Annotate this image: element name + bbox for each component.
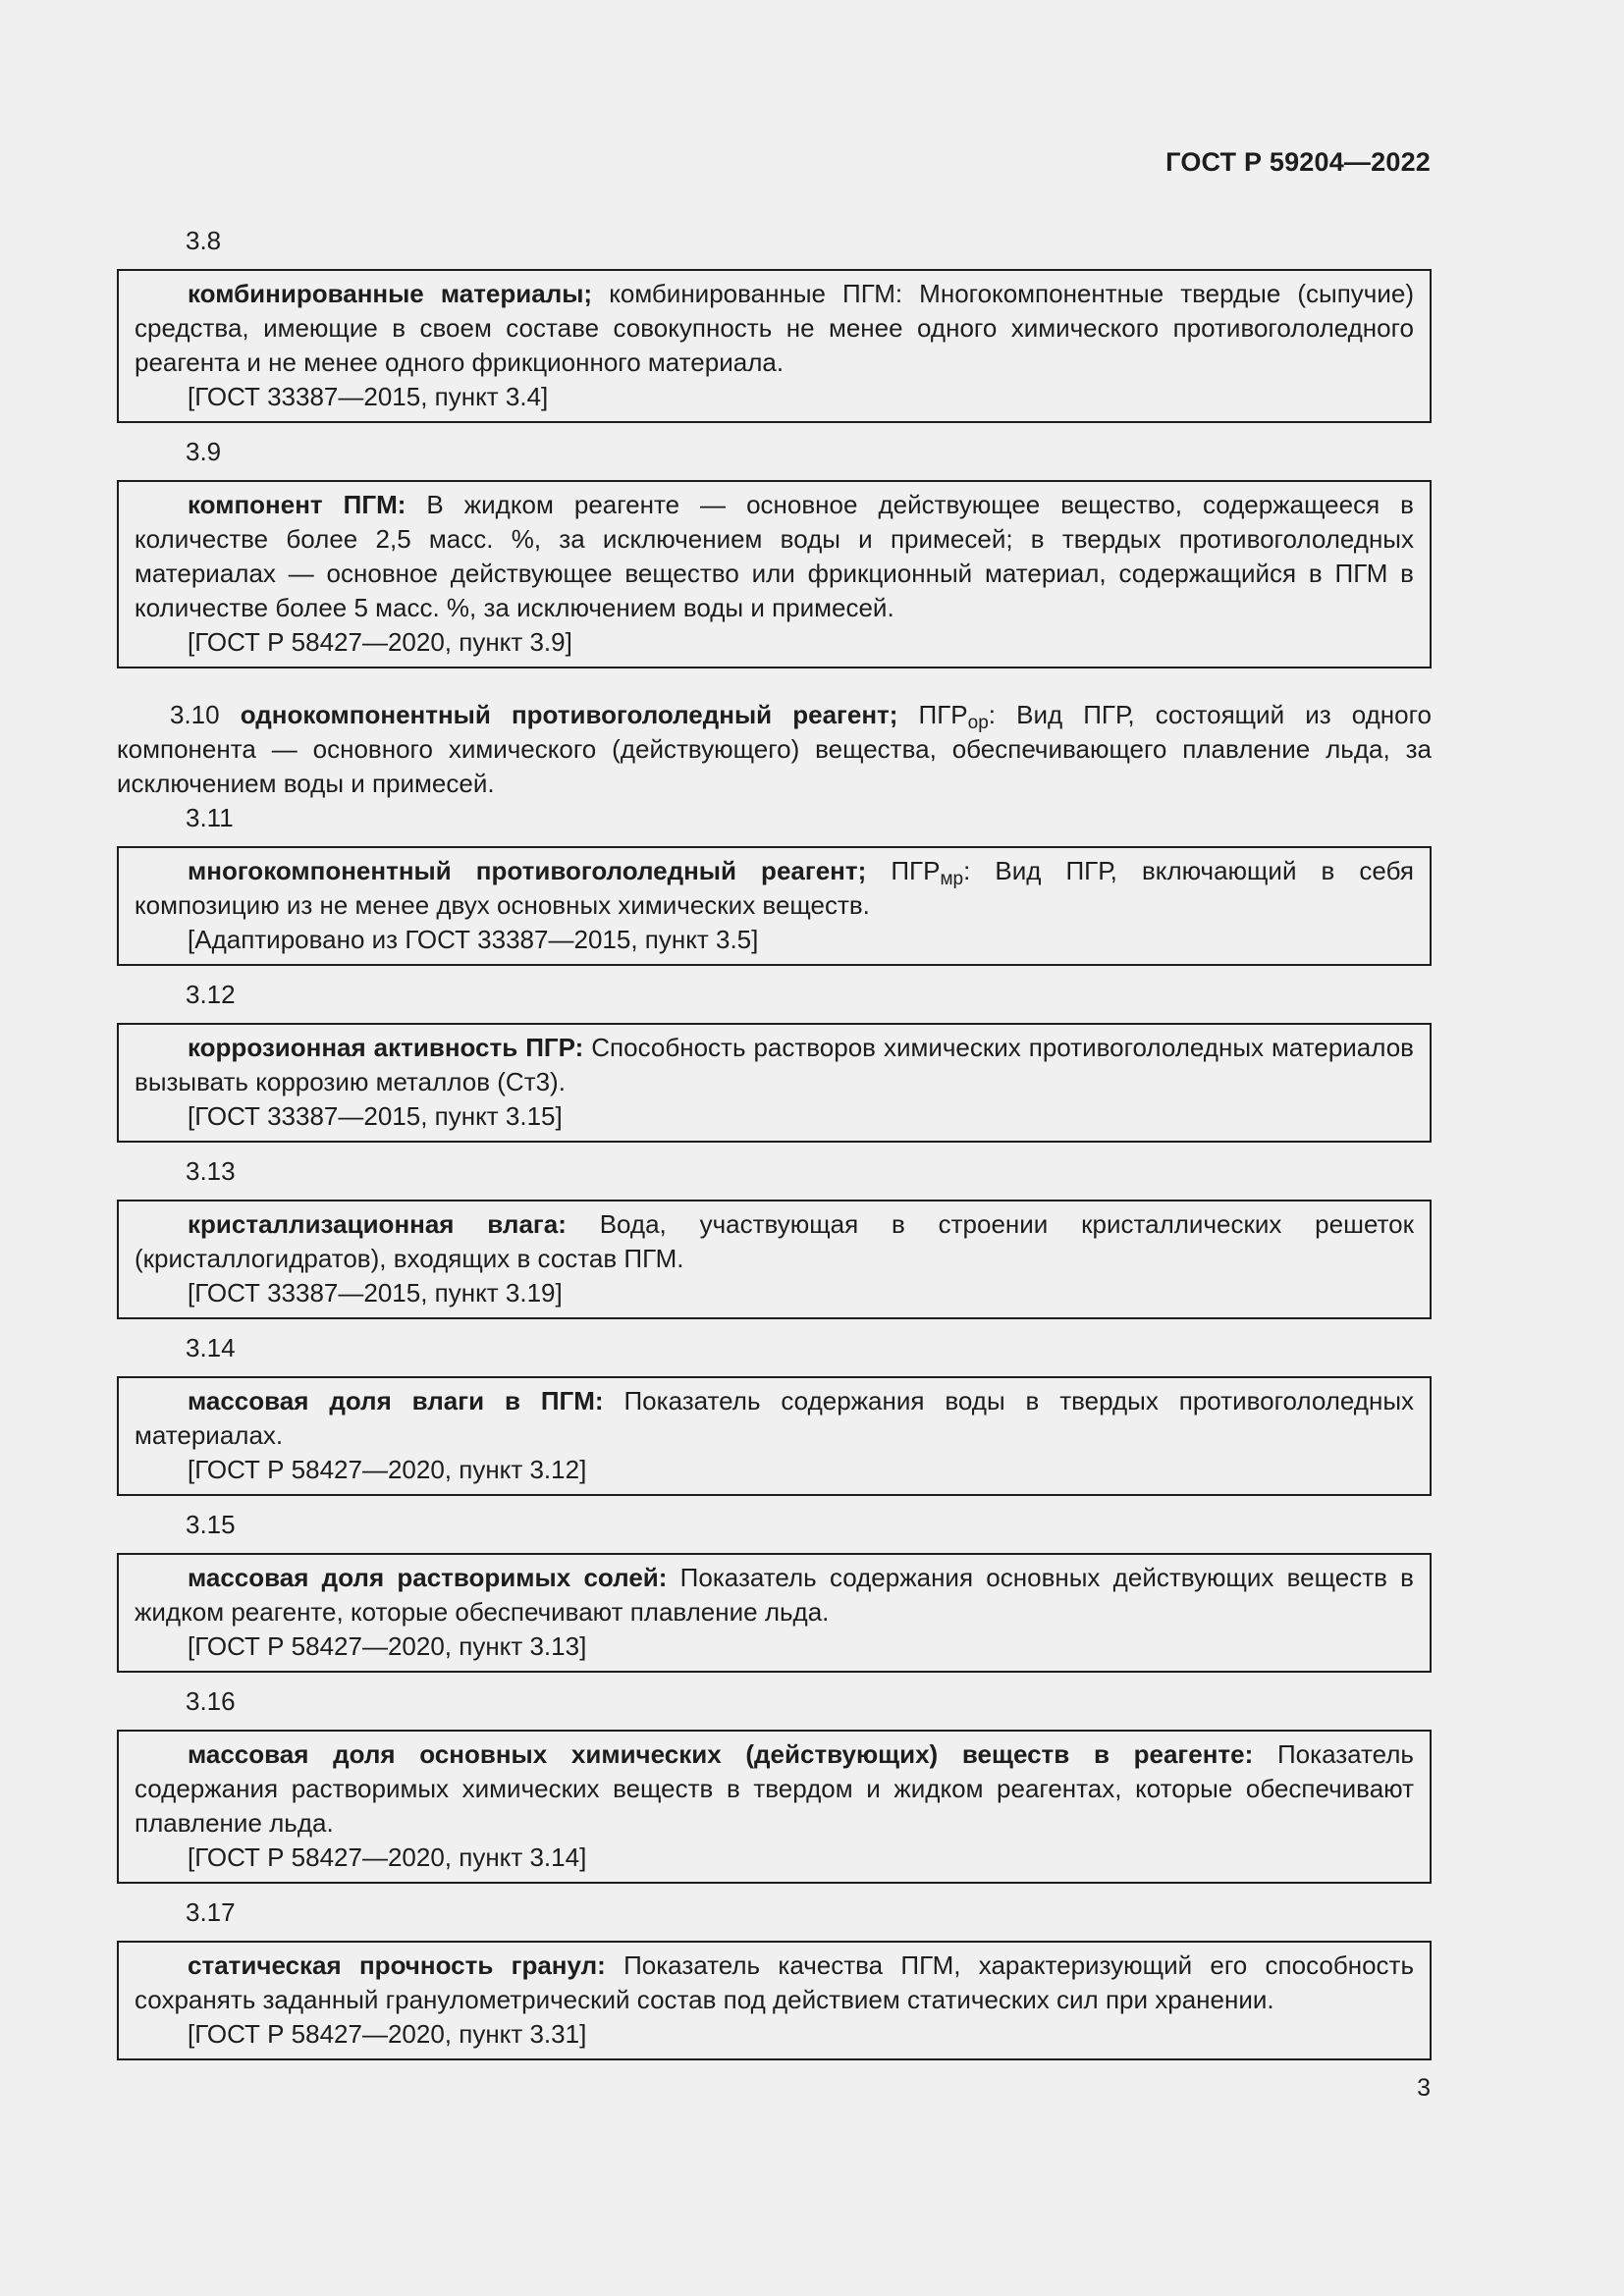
entry-number: 3.13 [186, 1156, 236, 1186]
abbreviation-subscript: ор [967, 713, 989, 733]
term-box [117, 1376, 1432, 1496]
definition-text: Вода, участвующая в строении кристаллических решеток (кристаллогидратов), входящих в состав ПГМ. [135, 1209, 1414, 1273]
definition [135, 277, 1414, 380]
document-body [117, 224, 1432, 2072]
reference: [ГОСТ 33387—2015, пункт 3.15] [188, 1101, 563, 1131]
term: массовая доля влаги в ПГМ: [188, 1386, 604, 1415]
abbreviation: ПГР [866, 856, 941, 885]
term-box [117, 1023, 1432, 1143]
term: массовая доля основных химических (действующих) веществ в реагенте: [188, 1739, 1254, 1769]
document-header: ГОСТ Р 59204—2022 [1165, 147, 1431, 177]
term-box [117, 1553, 1432, 1673]
abbreviation: ПГР [897, 700, 968, 729]
reference: [ГОСТ 33387—2015, пункт 3.19] [188, 1278, 563, 1308]
definition-text: комбинированные ПГМ: Многокомпонентные твердые (сыпучие) средства, имеющие в своем составе совокупность не менее одного химического противогололедного реагента и не менее одного фрикционного материала. [135, 279, 1414, 377]
term: однокомпонентный противогололедный реагент; [240, 700, 898, 729]
definition [135, 854, 1414, 923]
term: компонент ПГМ: [188, 490, 406, 519]
definition [135, 488, 1414, 625]
reference: [ГОСТ 33387—2015, пункт 3.4] [188, 382, 549, 411]
definition-text: : Вид ПГР, включающий в себя композицию из не менее двух основных химических веществ. [135, 856, 1414, 920]
definition-text: Показатель качества ПГМ, характеризующий его способность сохранять заданный гранулометрический состав под действием статических сил при хранении. [135, 1950, 1414, 2014]
definition [135, 1561, 1414, 1629]
reference: [ГОСТ Р 58427—2020, пункт 3.9] [188, 627, 572, 657]
entry-number: 3.17 [186, 1897, 236, 1927]
term: комбинированные материалы; [188, 279, 593, 308]
entry-number: 3.10 [170, 700, 220, 729]
entry-number: 3.16 [186, 1686, 236, 1716]
term-paragraph [117, 698, 1432, 801]
definition [135, 1384, 1414, 1453]
term-box [117, 1941, 1432, 2060]
term: статическая прочность гранул: [188, 1950, 606, 1980]
term-box [117, 846, 1432, 966]
definition-text: В жидком реагенте — основное действующее вещество, содержащееся в количестве более 2,5 масс. %, за исключением воды и примесей; в твердых противогололедных материалах — основное действующее вещество или фрикционный материал, содержащийся в ПГМ в количестве более 5 масс. %, за исключением воды и примесей. [135, 490, 1414, 622]
definition-text: : Вид ПГР, состоящий из одного компонента — основного химического (действующего) вещества, обеспечивающего плавление льда, за исключением воды и примесей. [117, 700, 1432, 798]
entry-number: 3.9 [186, 437, 222, 466]
term: массовая доля растворимых солей: [188, 1563, 668, 1592]
reference: [ГОСТ Р 58427—2020, пункт 3.31] [188, 2019, 587, 2049]
page-number: 3 [1417, 2074, 1431, 2102]
term-box [117, 1200, 1432, 1319]
entry-number: 3.11 [186, 803, 234, 832]
entry-number: 3.14 [186, 1333, 236, 1362]
entry-number: 3.15 [186, 1510, 236, 1539]
definition-text: Показатель содержания воды в твердых противогололедных материалах. [135, 1386, 1415, 1450]
entry-number: 3.12 [186, 980, 236, 1009]
definition-text: Показатель содержания растворимых химических веществ в твердом и жидком реагентах, которые обеспечивают плавление льда. [135, 1739, 1414, 1838]
term-box [117, 269, 1432, 423]
term: коррозионная активность ПГР: [188, 1033, 584, 1062]
term: многокомпонентный противогололедный реагент; [188, 856, 867, 885]
reference: [ГОСТ Р 58427—2020, пункт 3.13] [188, 1631, 587, 1661]
reference: [Адаптировано из ГОСТ 33387—2015, пункт 3.5] [188, 925, 759, 954]
term-box [117, 480, 1432, 668]
definition [117, 698, 1432, 801]
reference: [ГОСТ Р 58427—2020, пункт 3.14] [188, 1842, 587, 1872]
definition [135, 1949, 1414, 2017]
reference: [ГОСТ Р 58427—2020, пункт 3.12] [188, 1455, 587, 1484]
definition-text: Показатель содержания основных действующих веществ в жидком реагенте, которые обеспечивают плавление льда. [135, 1563, 1414, 1627]
term: кристаллизационная влага: [188, 1209, 567, 1239]
entry-number: 3.8 [186, 226, 222, 255]
definition [135, 1207, 1414, 1276]
term-box [117, 1730, 1432, 1884]
definition [135, 1031, 1414, 1099]
definition-text: Способность растворов химических противогололедных материалов вызывать коррозию металлов (Ст3). [135, 1033, 1414, 1096]
abbreviation-subscript: мр [940, 869, 964, 889]
definition [135, 1737, 1414, 1841]
